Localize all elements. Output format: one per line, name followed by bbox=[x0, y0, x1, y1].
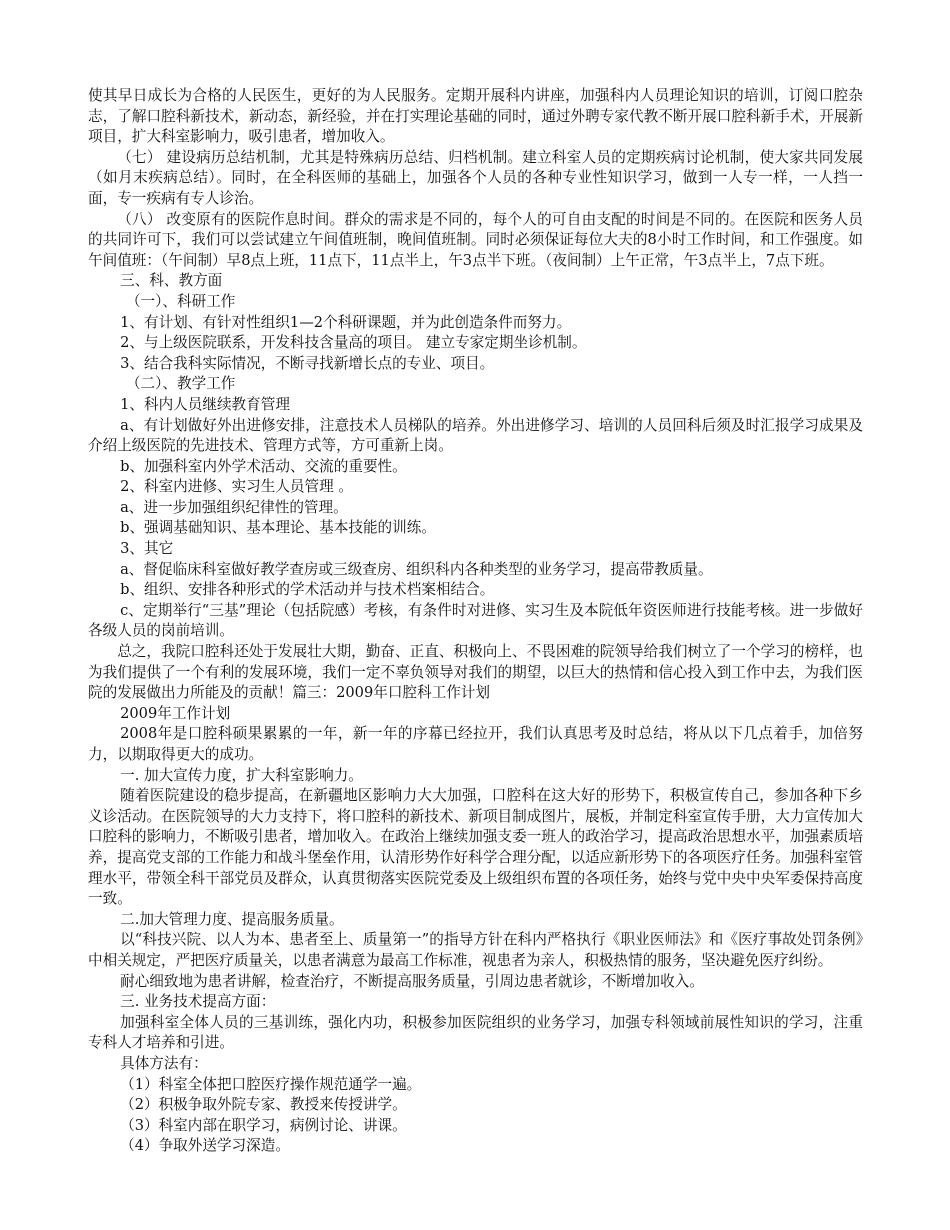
list-item: 2、科室内进修、实习生人员管理 。 bbox=[120, 478, 353, 496]
section-heading-publicity: 一. 加大宣传力度，扩大科室影响力。 bbox=[120, 766, 363, 784]
section-heading-skills: 三. 业务技术提高方面： bbox=[120, 993, 276, 1011]
section-heading-management: 二.加大管理力度、提高服务质量。 bbox=[120, 910, 344, 928]
paragraph-service: 耐心细致地为患者讲解，检查治疗，不断提高服务质量，引周边患者就诊，不断增加收入。 bbox=[120, 972, 704, 990]
list-item: a、督促临床科室做好教学查房或三级查房、组织科内各种类型的业务学习，提高带教质量。 bbox=[120, 560, 713, 578]
list-item: （1）科室全体把口腔医疗操作规范通学一遍。 bbox=[120, 1075, 422, 1093]
document-body bbox=[88, 86, 863, 1157]
list-item: 3、结合我科实际情况，不断寻找新增长点的专业、项目。 bbox=[120, 354, 495, 372]
list-item: b、强调基础知识、基本理论、基本技能的训练。 bbox=[120, 519, 436, 537]
section-title-2009-plan: 2009年工作计划 bbox=[120, 704, 231, 722]
paragraph-skills: 加强科室全体人员的三基训练，强化内功，积极参加医院组织的业务学习，加强专科领域前展性知识的学习，注重专科人才培养和引进。 bbox=[88, 1013, 863, 1052]
list-item: （2）积极争取外院专家、教授来传授讲学。 bbox=[120, 1096, 407, 1114]
list-item: a、进一步加强组织纪律性的管理。 bbox=[120, 498, 348, 516]
list-item: （3）科室内部在职学习，病例讨论、讲课。 bbox=[120, 1116, 407, 1134]
paragraph-training: 使其早日成长为合格的人民医生，更好的为人民服务。定期开展科内讲座，加强科内人员理论知识的培训，订阅口腔杂志，了解口腔科新技术，新动态，新经验，并在打实理论基础的同时，通过外聘专家代教不断开展口腔科新手术，开展新项目，扩大科室影响力，吸引患者，增加收入。 bbox=[88, 87, 863, 146]
list-item: b、组织、安排各种形式的学术活动并与技术档案相结合。 bbox=[120, 581, 495, 599]
methods-label: 具体方法有： bbox=[120, 1054, 208, 1072]
subheading-research: （一）、科研工作 bbox=[125, 292, 236, 310]
subheading-teaching: （二）、教学工作 bbox=[125, 375, 236, 393]
paragraph-item-8: （八） 改变原有的医院作息时间。群众的需求是不同的，每个人的可自由支配的时间是不同的。在医院和医务人员的共同许可下，我们可以尝试建立午间值班制，晚间值班制。同时必须保证每位大夫的8小时工作时间，和工作强度。如午间值班：（午间制）早8点上班，11点下，11点半上，午3点半下班。（夜间制）上午正常，午3点半上，7点下班。 bbox=[88, 210, 863, 269]
paragraph-management: 以“科技兴院、以人为本、患者至上、质量第一”的指导方针在科内严格执行《职业医师法》和《医疗事故处罚条例》中相关规定，严把医疗质量关，以患者满意为最高工作标准，视患者为亲人，积极热情的服务，坚决避免医疗纠纷。 bbox=[88, 931, 863, 969]
list-item: （4）争取外送学习深造。 bbox=[120, 1137, 290, 1155]
paragraph-publicity: 随着医院建设的稳步提高，在新疆地区影响力大大加强，口腔科在这大好的形势下，积极宣传自己，参加各种下乡义诊活动。在医院领导的大力支持下，将口腔科的新技术、新项目制成图片，展板，并制定科室宣传手册，大力宣传加大口腔科的影响力，不断吸引患者，增加收入。在政治上继续加强支委一班人的政治学习，提高政治思想水平，加强素质培养，提高党支部的工作能力和战斗堡垒作用，认清形势作好科学合理分配，以适应新形势下的各项医疗任务。加强科室管理水平，带领全科干部党员及群众，认真贯彻落实医院党委及上级组织布置的各项任务，始终与党中央中央军委保持高度一致。 bbox=[88, 787, 863, 908]
paragraph-intro-2008: 2008年是口腔科硕果累累的一年，新一年的序幕已经拉开，我们认真思考及时总结，将从以下几点着手，加倍努力，以期取得更大的成功。 bbox=[88, 725, 863, 763]
list-item: c、定期举行“三基”理论（包括院感）考核，有条件时对进修、实习生及本院低年资医师进行技能考核。进一步做好各级人员的岗前培训。 bbox=[88, 601, 863, 640]
paragraph-summary: 总之，我院口腔科还处于发展壮大期，勤奋、正直、积极向上、不畏困难的院领导给我们树立了一个学习的榜样，也为我们提供了一个有利的发展环境，我们一定不辜负领导对我们的期望，以巨大的热情和信心投入到工作中去，为我们医院的发展做出力所能及的贡献！篇三：2009年口腔科工作计划 bbox=[88, 643, 863, 702]
list-item: a、有计划做好外出进修安排，注意技术人员梯队的培养。外出进修学习、培训的人员回科后须及时汇报学习成果及介绍上级医院的先进技术、管理方式等，方可重新上岗。 bbox=[88, 416, 863, 455]
list-item: 1、科内人员继续教育管理 bbox=[120, 395, 290, 413]
list-item: 2、与上级医院联系，开发科技含量高的项目。 建立专家定期坐诊机制。 bbox=[120, 334, 587, 352]
paragraph-item-7: （七） 建设病历总结机制，尤其是特殊病历总结、归档机制。建立科室人员的定期疾病讨论机制，使大家共同发展（如月末疾病总结）。同时，在全科医师的基础上，加强各个人员的各种专业性知识学习，做到一人专一样，一人挡一面，专一疾病有专人诊治。 bbox=[88, 148, 863, 207]
list-item: 1、有计划、有针对性组织1—2个科研课题，并为此创造条件而努力。 bbox=[120, 313, 572, 331]
section-heading-3: 三、科、教方面 bbox=[120, 272, 223, 290]
list-item: b、加强科室内外学术活动、交流的重要性。 bbox=[120, 457, 407, 475]
list-item: 3、其它 bbox=[120, 540, 174, 558]
